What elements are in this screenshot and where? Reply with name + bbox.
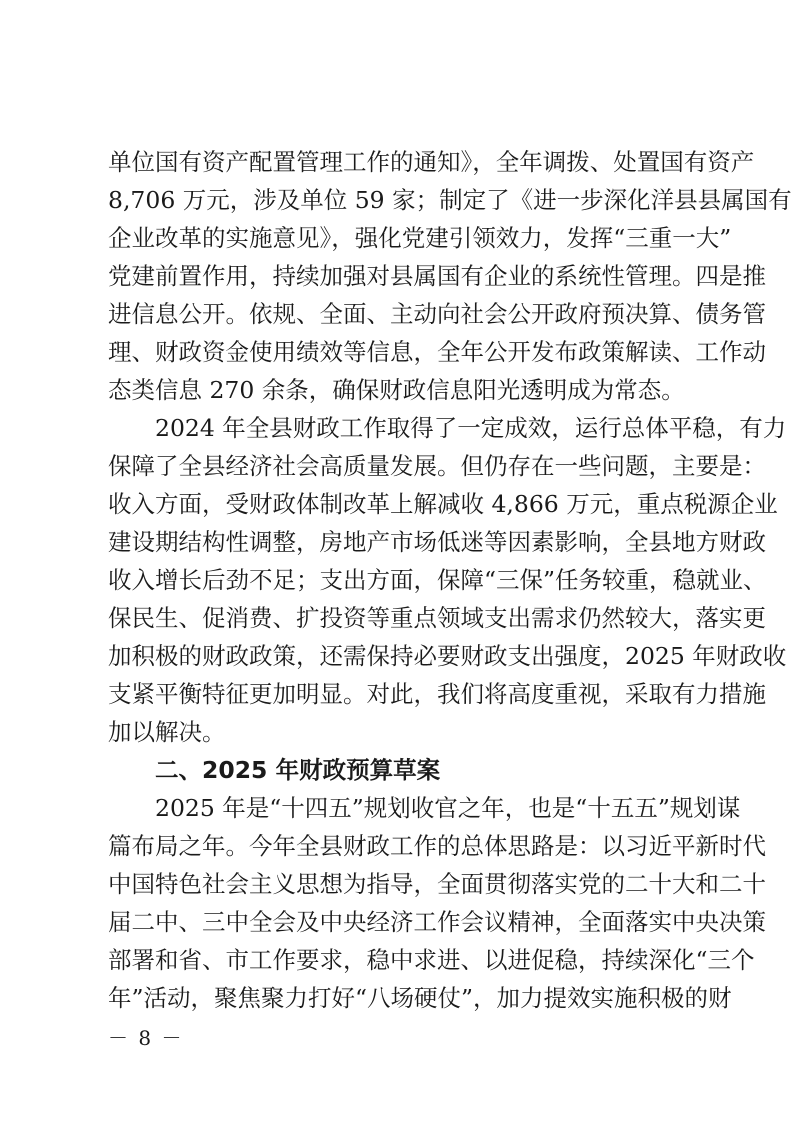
text-line: 收入方面，受财政体制改革上解减收 4,866 万元，重点税源企业	[108, 490, 778, 518]
text-line: 保民生、促消费、扩投资等重点领域支出需求仍然较大，落实更	[108, 604, 766, 632]
text-line: 企业改革的实施意见》，强化党建引领效力，发挥“三重一大”	[108, 224, 732, 252]
section-heading: 二、2025 年财政预算草案	[155, 756, 441, 784]
text-line: 2025 年是“十四五”规划收官之年，也是“十五五”规划谋	[155, 794, 741, 822]
text-line: 8,706 万元，涉及单位 59 家；制定了《进一步深化洋县县属国有	[108, 186, 792, 214]
text-line: 中国特色社会主义思想为指导，全面贯彻落实党的二十大和二十	[108, 870, 766, 898]
text-line: 届二中、三中全会及中央经济工作会议精神，全面落实中央决策	[108, 908, 766, 936]
text-line: 部署和省、市工作要求，稳中求进、以进促稳，持续深化“三个	[108, 946, 755, 974]
text-line: 2024 年全县财政工作取得了一定成效，运行总体平稳，有力	[155, 414, 787, 442]
page-number: － 8 －	[108, 1026, 184, 1050]
text-line: 收入增长后劲不足；支出方面，保障“三保”任务较重，稳就业、	[108, 566, 767, 594]
text-line: 加积极的财政政策，还需保持必要财政支出强度，2025 年财政收	[108, 642, 787, 670]
text-line: 加以解决。	[108, 718, 226, 746]
text-line: 态类信息 270 余条，确保财政信息阳光透明成为常态。	[108, 376, 685, 404]
text-line: 党建前置作用，持续加强对县属国有企业的系统性管理。四是推	[108, 262, 766, 290]
text-line: 年”活动，聚焦聚力打好“八场硬仗”，加力提效实施积极的财	[108, 984, 732, 1012]
text-line: 建设期结构性调整，房地产市场低迷等因素影响，全县地方财政	[108, 528, 766, 556]
text-line: 保障了全县经济社会高质量发展。但仍存在一些问题，主要是：	[108, 452, 766, 480]
text-line: 理、财政资金使用绩效等信息，全年公开发布政策解读、工作动	[108, 338, 766, 366]
text-line: 单位国有资产配置管理工作的通知》，全年调拨、处置国有资产	[108, 148, 755, 176]
text-line: 篇布局之年。今年全县财政工作的总体思路是：以习近平新时代	[108, 832, 766, 860]
text-line: 进信息公开。依规、全面、主动向社会公开政府预决算、债务管	[108, 300, 766, 328]
text-line: 支紧平衡特征更加明显。对此，我们将高度重视，采取有力措施	[108, 680, 766, 708]
